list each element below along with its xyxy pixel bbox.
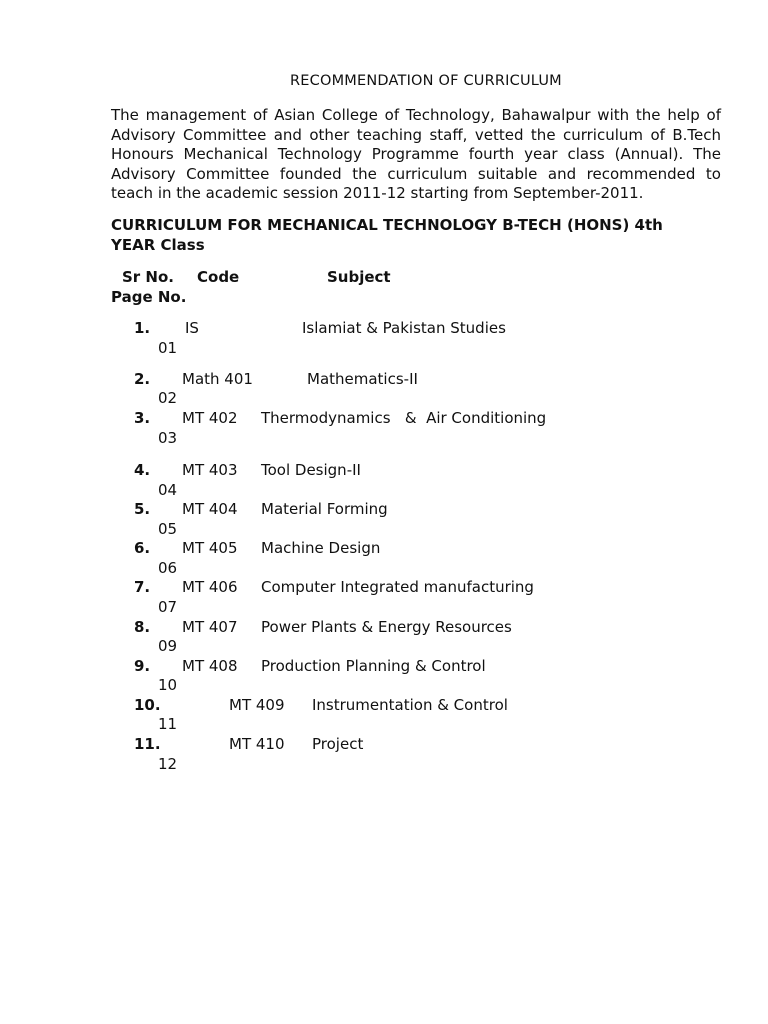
row-code: MT 410: [229, 735, 285, 753]
row-code: MT 404: [182, 500, 238, 518]
column-header-sr-no: Sr No.: [122, 268, 174, 286]
row-subject: Power Plants & Energy Resources: [261, 618, 512, 636]
row-number: 7.: [134, 578, 151, 596]
row-page-number: 05: [158, 520, 178, 538]
row-page-number: 10: [158, 676, 178, 694]
row-code: MT 407: [182, 618, 238, 636]
row-code: MT 406: [182, 578, 238, 596]
row-subject: Production Planning & Control: [261, 657, 486, 675]
row-code: MT 408: [182, 657, 238, 675]
row-page-number: 06: [158, 559, 178, 577]
curriculum-heading-line-1: CURRICULUM FOR MECHANICAL TECHNOLOGY B-TECH (HONS) 4th: [111, 216, 663, 234]
row-code: Math 401: [182, 370, 253, 388]
row-number: 5.: [134, 500, 151, 518]
row-subject: Machine Design: [261, 539, 381, 557]
row-code: MT 403: [182, 461, 238, 479]
row-code: MT 405: [182, 539, 238, 557]
row-number: 4.: [134, 461, 151, 479]
row-subject: Thermodynamics & Air Conditioning: [261, 409, 547, 427]
row-number: 1.: [134, 319, 151, 337]
row-code: IS: [185, 319, 199, 337]
row-page-number: 01: [158, 339, 178, 357]
row-subject: Tool Design-II: [261, 461, 361, 479]
row-number: 3.: [134, 409, 151, 427]
row-number: 11.: [134, 735, 161, 753]
column-header-code: Code: [197, 268, 240, 286]
row-number: 10.: [134, 696, 161, 714]
row-code: MT 409: [229, 696, 285, 714]
row-subject: Islamiat & Pakistan Studies: [302, 319, 506, 337]
row-number: 9.: [134, 657, 151, 675]
row-page-number: 09: [158, 637, 178, 655]
row-page-number: 04: [158, 481, 178, 499]
intro-paragraph: The management of Asian College of Technology, Bahawalpur with the help of Advisory Committee and other teaching staff, vetted the curriculum of B.Tech Honours Mechanical Technology Programme fourth year class (Annual). The Advisory Committee founded the curriculum suitable and recommended to teach in the academic session 2011-12 starting from September-2011.: [111, 106, 721, 203]
column-header-page-no: Page No.: [111, 288, 187, 306]
row-subject: Computer Integrated manufacturing: [261, 578, 534, 596]
row-number: 8.: [134, 618, 151, 636]
column-header-subject: Subject: [327, 268, 391, 286]
row-subject: Project: [312, 735, 364, 753]
row-page-number: 12: [158, 755, 178, 773]
row-page-number: 07: [158, 598, 178, 616]
row-page-number: 11: [158, 715, 178, 733]
curriculum-heading: [111, 215, 721, 255]
row-subject: Mathematics-II: [307, 370, 418, 388]
curriculum-heading-line-2: YEAR Class: [111, 236, 205, 254]
document-title: RECOMMENDATION OF CURRICULUM: [290, 73, 562, 89]
row-subject: Instrumentation & Control: [312, 696, 508, 714]
row-subject: Material Forming: [261, 500, 388, 518]
row-page-number: 03: [158, 429, 178, 447]
row-number: 6.: [134, 539, 151, 557]
row-code: MT 402: [182, 409, 238, 427]
row-page-number: 02: [158, 389, 178, 407]
row-number: 2.: [134, 370, 151, 388]
